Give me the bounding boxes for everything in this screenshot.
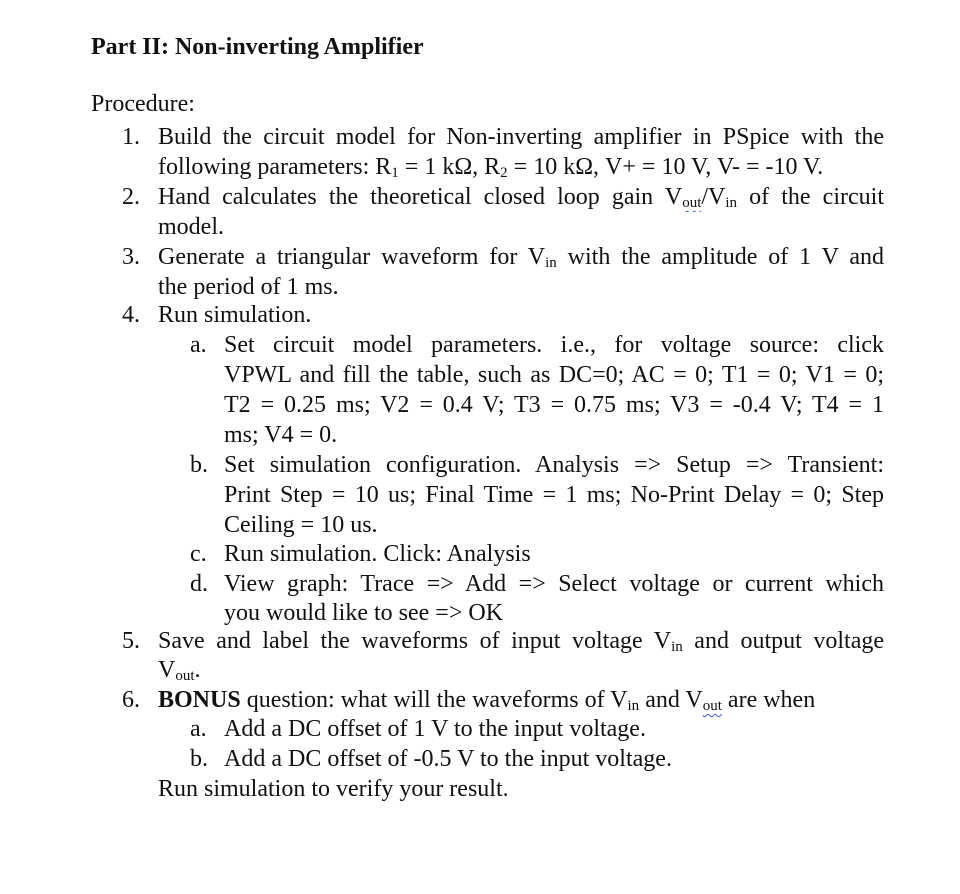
step-2-line-1: Hand calculates the theoretical closed loop gain $V_{out}/V_{in}$ of the circuit — [158, 184, 884, 211]
substep-letter: c. — [190, 541, 207, 567]
step-4c-line-1: Run simulation. Click: Analysis — [224, 541, 531, 567]
step-number: 3. — [122, 244, 140, 270]
step-3-line-2: the period of 1 ms. — [158, 274, 339, 300]
substep-letter: d. — [190, 571, 208, 597]
step-1-line-2: following parameters: $R_1 = 1$ kΩ, $R_2 = 10$ kΩ, V+ = 10 V, V- = -10 V. — [158, 154, 824, 181]
step-6-line-1: BONUS question: what will the waveforms of $V_{in}$ and $V_{out}$ are when — [158, 687, 816, 714]
step-number: 6. — [122, 687, 140, 713]
step-4a-line-4: ms; V4 = 0. — [224, 422, 338, 448]
step-4b-line-2: Print Step = 10 us; Final Time = 1 ms; No-Print Delay = 0; Step — [224, 482, 884, 508]
step-5-line-1: Save and label the waveforms of input voltage $V_{in}$ and output voltage — [158, 628, 884, 655]
step-4b-line-1: Set simulation configuration. Analysis => Setup => Transient: — [224, 452, 884, 478]
step-2-line-2: model. — [158, 214, 224, 240]
substep-letter: b. — [190, 452, 208, 478]
step-3-line-1: Generate a triangular waveform for $V_{in}$ with the amplitude of 1 V and — [158, 244, 884, 271]
step-number: 1. — [122, 124, 140, 150]
substep-letter: a. — [190, 332, 207, 358]
step-number: 5. — [122, 628, 140, 654]
step-6a-text: Add a DC offset of 1 V to the input voltage. — [224, 716, 646, 742]
step-number: 2. — [122, 184, 140, 210]
closing-instruction: Run simulation to verify your result. — [158, 776, 509, 802]
step-4d-line-1: View graph: Trace => Add => Select voltage or current which — [224, 571, 884, 597]
step-number: 4. — [122, 302, 140, 328]
procedure-label: Procedure: — [91, 91, 195, 117]
substep-letter: a. — [190, 716, 207, 742]
step-4a-line-1: Set circuit model parameters. i.e., for voltage source: click — [224, 332, 884, 358]
step-6b-text: Add a DC offset of -0.5 V to the input voltage. — [224, 746, 672, 772]
step-5-line-2: $V_{out}$. — [158, 657, 201, 684]
step-4a-line-3: T2 = 0.25 ms; V2 = 0.4 V; T3 = 0.75 ms; V3 = -0.4 V; T4 = 1 — [224, 392, 884, 418]
step-1-line-1: Build the circuit model for Non-inverting amplifier in PSpice with the — [158, 124, 884, 150]
step-4-line-1: Run simulation. — [158, 302, 312, 328]
substep-letter: b. — [190, 746, 208, 772]
step-4a-line-2: VPWL and fill the table, such as DC=0; AC = 0; T1 = 0; V1 = 0; — [224, 362, 884, 388]
step-4d-line-2: you would like to see => OK — [224, 600, 504, 626]
section-title: Part II: Non-inverting Amplifier — [91, 34, 424, 60]
step-4b-line-3: Ceiling = 10 us. — [224, 512, 378, 538]
